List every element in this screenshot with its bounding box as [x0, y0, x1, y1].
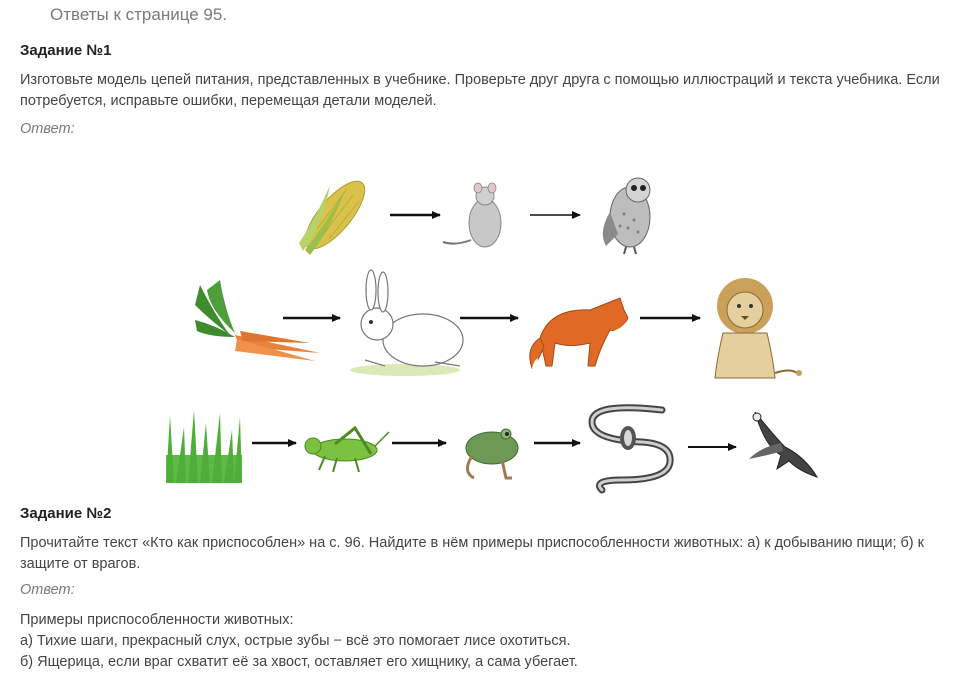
task2-answer-label: Ответ:	[20, 582, 75, 598]
mouse-icon	[443, 183, 501, 247]
fox-icon	[530, 298, 628, 368]
task2-heading: Задание №2	[20, 505, 112, 522]
task2-text: Прочитайте текст «Кто как приспособлен» на с. 96. Найдите в нём примеры приспособленности животных: а) к добыванию пищи; б) к защите от врагов.	[20, 535, 925, 572]
grasshopper-icon	[305, 428, 389, 472]
grass-icon	[166, 410, 242, 483]
lion-icon	[715, 278, 802, 378]
owl-icon	[603, 178, 650, 254]
task1-answer-label: Ответ:	[20, 121, 75, 137]
chain-3	[166, 408, 817, 490]
eagle-icon	[749, 412, 817, 477]
snake-icon	[592, 408, 670, 490]
task1-heading: Задание №1	[20, 42, 112, 59]
task1-text: Изготовьте модель цепей питания, представленных в учебнике. Проверьте друг друга с помощью иллюстраций и текста учебника. Если потребуется, исправьте ошибки, перемещая детали моделей.	[20, 72, 940, 109]
frog-icon	[466, 429, 518, 478]
task2-answer-line-a: а) Тихие шаги, прекрасный слух, острые зубы − всё это помогает лисе охотиться.	[20, 633, 571, 649]
chain-2	[195, 270, 802, 378]
page-title: Ответы к странице 95.	[50, 5, 228, 24]
chain-1	[296, 173, 650, 258]
task2-answer-line-intro: Примеры приспособленности животных:	[20, 612, 294, 628]
food-chains-illustration	[0, 160, 977, 500]
task2-answer-line-b: б) Ящерица, если враг схватит её за хвост, оставляет его хищнику, а сама убегает.	[20, 654, 578, 670]
rabbit-icon	[350, 270, 463, 376]
carrot-icon	[195, 280, 320, 361]
food-chains-svg	[0, 160, 977, 500]
corn-icon	[296, 173, 375, 258]
